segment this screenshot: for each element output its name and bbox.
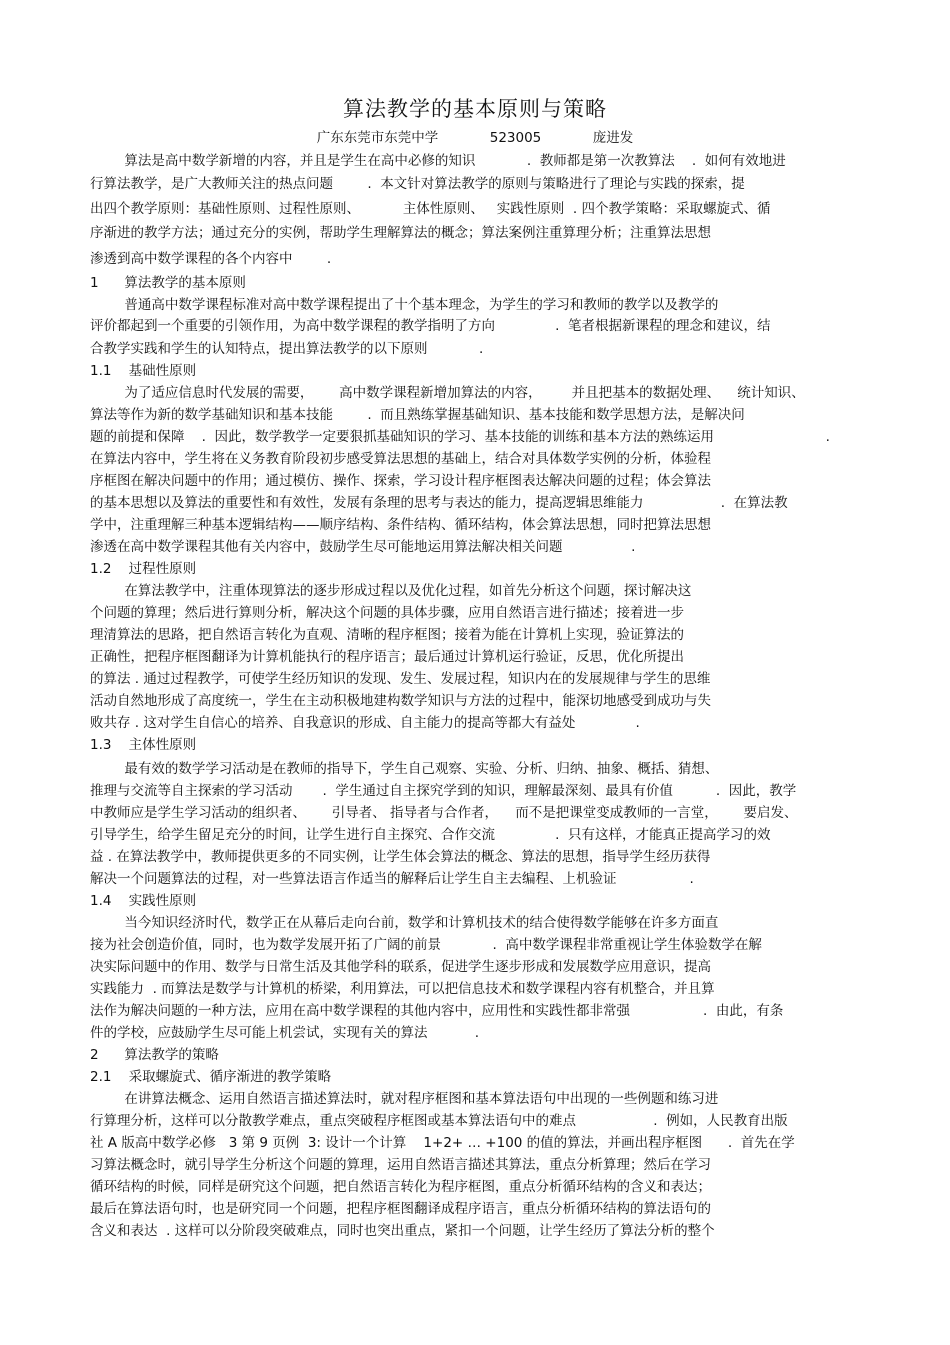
paragraph-line: 序渐进的教学方法；通过充分的实例，帮助学生理解算法的概念；算法案例注重算理分析；注重算法思想: [90, 225, 711, 241]
section-heading: 2 算法教学的策略: [90, 1047, 219, 1063]
paragraph-line: 推理与交流等自主探索的学习活动 . 学生通过自主探究学到的知识，理解最深刻、最具有价值 . 因此，教学: [90, 783, 797, 799]
section-heading: 1.4 实践性原则: [90, 893, 197, 909]
author-line: 广东东莞市东莞中学 523005 庞进发: [316, 130, 634, 146]
paragraph-line: 在算法教学中，注重体现算法的逐步形成过程以及优化过程，如首先分析这个问题，探讨解决这: [90, 583, 692, 599]
paragraph-line: 行算法教学，是广大教师关注的热点问题 . 本文针对算法教学的原则与策略进行了理论与实践的探索，提: [90, 176, 745, 192]
paragraph-line: 最有效的数学学习活动是在教师的指导下，学生自己观察、实验、分析、归纳、抽象、概括、猜想、: [90, 761, 719, 777]
paragraph-line: 评价都起到一个重要的引领作用，为高中数学课程的教学指明了方向 . 笔者根据新课程的理念和建议，结: [90, 318, 771, 334]
paragraph-line: 接为社会创造价值，同时，也为数学发展开拓了广阔的前景 . 高中数学课程非常重视让学生体验数学在解: [90, 937, 762, 953]
paragraph-line: 渗透在高中数学课程其他有关内容中，鼓励学生尽可能地运用算法解决相关问题 .: [90, 539, 636, 555]
section-heading: 1.3 主体性原则: [90, 737, 197, 753]
paragraph-line: 个问题的算理；然后进行算则分析，解决这个问题的具体步骤，应用自然语言进行描述；接着进一步: [90, 605, 684, 621]
paragraph-line: 最后在算法语句时，也是研究同一个问题，把程序框图翻译成程序语言，重点分析循环结构的算法语句的: [90, 1201, 711, 1217]
paragraph-line: 算法等作为新的数学基础知识和基本技能 . 而且熟练掌握基础知识、基本技能和数学思想方法，是解决问: [90, 407, 745, 423]
paragraph-line: 算法是高中数学新增的内容，并且是学生在高中必修的知识 . 教师都是第一次教算法 . 如何有效地进: [90, 153, 786, 169]
paragraph-line: 件的学校，应鼓励学生尽可能上机尝试，实现有关的算法 .: [90, 1025, 479, 1041]
paragraph-line: 决实际问题中的作用、数学与日常生活及其他学科的联系，促进学生逐步形成和发展数学应用意识，提高: [90, 959, 711, 975]
section-heading: 1.2 过程性原则: [90, 561, 197, 577]
document-title: 算法教学的基本原则与策略: [343, 97, 607, 121]
paragraph-line: 社 A 版高中数学必修 3 第 9 页例 3: 设计一个计算 1+2+ … +100 的值的算法，并画出程序框图 . 首先在学: [90, 1135, 795, 1151]
paragraph-line: 正确性，把程序框图翻译为计算机能执行的程序语言；最后通过计算机运行验证，反思，优化所提出: [90, 649, 684, 665]
paragraph-line: 中教师应是学生学习活动的组织者、 引导者、 指导者与合作者， 而不是把课堂变成教师的一言堂， 要启发、: [90, 805, 798, 821]
paragraph-line: 含义和表达 . 这样可以分阶段突破难点，同时也突出重点，紧扣一个问题，让学生经历了算法分析的整个: [90, 1223, 715, 1239]
paragraph-line: 循环结构的时候，同样是研究这个问题，把自然语言转化为程序框图，重点分析循环结构的含义和表达；: [90, 1179, 711, 1195]
paragraph-line: 益 . 在算法教学中，教师提供更多的不同实例，让学生体会算法的概念、算法的思想，指导学生经历获得: [90, 849, 711, 865]
paragraph-line: 题的前提和保障 . 因此，数学教学一定要狠抓基础知识的学习、基本技能的训练和基本方法的熟练运用 .: [90, 429, 830, 445]
paragraph-line: 活动自然地形成了高度统一，学生在主动积极地建构数学知识与方法的过程中，能深切地感受到成功与失: [90, 693, 711, 709]
paragraph-line: 习算法概念时，就引导学生分析这个问题的算理，运用自然语言描述其算法，重点分析算理；然后在学习: [90, 1157, 711, 1173]
paragraph-line: 解决一个问题算法的过程，对一些算法语言作适当的解释后让学生自主去编程、上机验证 .: [90, 871, 694, 887]
paragraph-line: 法作为解决问题的一种方法，应用在高中数学课程的其他内容中，应用性和实践性都非常强 . 由此，有条: [90, 1003, 784, 1019]
paragraph-line: 渗透到高中数学课程的各个内容中 .: [90, 251, 332, 267]
paragraph-line: 出四个教学原则：基础性原则、过程性原则、 主体性原则、 实践性原则 . 四个教学策略：采取螺旋式、循: [90, 201, 771, 217]
paragraph-line: 败共存 . 这对学生自信心的培养、自我意识的形成、自主能力的提高等都大有益处 .: [90, 715, 640, 731]
section-heading: 1.1 基础性原则: [90, 363, 197, 379]
paragraph-line: 合教学实践和学生的认知特点，提出算法教学的以下原则 .: [90, 341, 484, 357]
paragraph-line: 普通高中数学课程标准对高中数学课程提出了十个基本理念，为学生的学习和教师的教学以及教学的: [90, 297, 719, 313]
paragraph-line: 理清算法的思路，把自然语言转化为直观、清晰的程序框图；接着为能在计算机上实现，验证算法的: [90, 627, 684, 643]
section-heading: 1 算法教学的基本原则: [90, 275, 246, 291]
paragraph-line: 实践能力 . 而算法是数学与计算机的桥梁，利用算法，可以把信息技术和数学课程内容有机整合，并且算: [90, 981, 715, 997]
paragraph-line: 当今知识经济时代，数学正在从幕后走向台前，数学和计算机技术的结合使得数学能够在许多方面直: [90, 915, 719, 931]
paragraph-line: 的算法 . 通过过程教学，可使学生经历知识的发现、发生、发展过程，知识内在的发展规律与学生的思维: [90, 671, 711, 687]
paragraph-line: 在算法内容中，学生将在义务教育阶段初步感受算法思想的基础上，结合对具体数学实例的分析，体验程: [90, 451, 711, 467]
paragraph-line: 的基本思想以及算法的重要性和有效性，发展有条理的思考与表达的能力，提高逻辑思维能力 . 在算法教: [90, 495, 788, 511]
paragraph-line: 序框图在解决问题中的作用；通过模仿、操作、探索，学习设计程序框图表达解决问题的过程；体会算法: [90, 473, 711, 489]
paragraph-line: 学中，注重理解三种基本逻辑结构——顺序结构、条件结构、循环结构，体会算法思想，同时把算法思想: [90, 517, 711, 533]
paragraph-line: 为了适应信息时代发展的需要， 高中数学课程新增加算法的内容， 并且把基本的数据处理、 统计知识、: [90, 385, 805, 401]
paragraph-line: 引导学生，给学生留足充分的时间，让学生进行自主探究、合作交流 . 只有这样，才能真正提高学习的效: [90, 827, 771, 843]
paragraph-line: 行算理分析，这样可以分散教学难点，重点突破程序框图或基本算法语句中的难点 . 例如，人民教育出版: [90, 1113, 788, 1129]
paragraph-line: 在讲算法概念、运用自然语言描述算法时，就对程序框图和基本算法语句中出现的一些例题和练习进: [90, 1091, 719, 1107]
section-heading: 2.1 采取螺旋式、循序渐进的教学策略: [90, 1069, 332, 1085]
